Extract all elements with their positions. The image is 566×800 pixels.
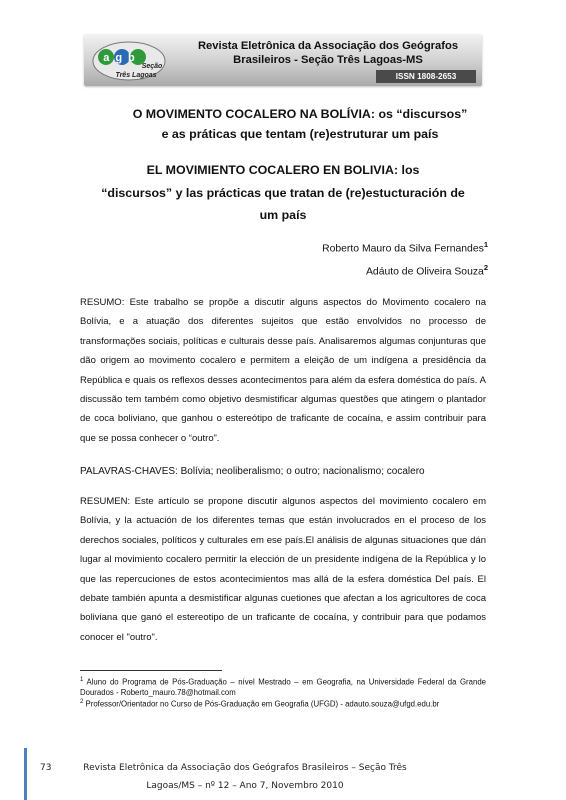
footnote-text: Professor/Orientador no Curso de Pós-Graduação em Geografia (UFGD) - adauto.souza@ufgd.edu.br [85, 699, 440, 709]
journal-header-banner [84, 34, 482, 86]
footnote-2 [80, 697, 486, 710]
issn-badge: ISSN 1808-2653 [376, 70, 476, 83]
title-portuguese [100, 104, 500, 144]
author-line [322, 258, 488, 281]
author-line [322, 235, 488, 258]
footer-line1: Revista Eletrônica da Associação dos Geógrafos Brasileiros – Seção Três [83, 763, 407, 773]
footnote-mark: 1 [80, 677, 84, 683]
abstract-spanish: RESUMEN: Este artículo se propone discutir algunos aspectos del movimiento cocalero em Bolívia, y la actuación de los diferentes temas que están involucrados en el proceso de los derechos sociales, políticos y culturales em ese país.El análisis de algunas situaciones que dán lugar al movimiento cocalero permitir la elección de un presidente indígena de la República y lo que las repercuciones de estos acontecimientos mas allá de la esfera doméstica Del país. El debate también apunta a desmistificar algunas cuetiones que afectan a los agricultores de coca boliviana que ganó el estereotipo de un traficante de cocaína, y contribuir para que podamos conocer el "outro". [80, 496, 486, 643]
author-name: Adáuto de Oliveira Souza [365, 266, 484, 278]
abstract-portuguese: RESUMO: Este trabalho se propõe a discutir alguns aspectos do Movimento cocalero na Bolívia, e a atuação dos diferentes sujeitos que estão envolvidos no processo de transformações sociais, políticas e culturais desse país. Analisaremos algumas conjunturas que dão origem ao movimento cocalero e permitem a eleição de um indígena a presidência da República e quais os reflexos desses acontecimentos para além da esfera doméstica do país. A discussão tem também como objetivo desmistificar algumas questões que atingem o plantador de coca boliviano, que ganhou o estereótipo de traficante de cocaína, e assim contribuir para que se possa conhecer o “outro”. [80, 297, 486, 444]
title-spanish [72, 159, 494, 227]
keywords: PALAVRAS-CHAVES: Bolívia; neoliberalismo; o outro; nacionalismo; cocalero [80, 466, 425, 477]
logo-subtitle-2: Três Lagoas [115, 72, 157, 79]
footer-line2: Lagoas/MS – nº 12 – Ano 7, Novembro 2010 [146, 781, 344, 791]
author-footnote-mark: 2 [483, 263, 488, 273]
journal-title-line1: Revista Eletrônica da Associação dos Geógrafos [197, 40, 459, 52]
logo-text: agb [103, 52, 141, 64]
author-list [322, 235, 488, 282]
title-es-line3: um país [259, 208, 307, 222]
page-number: 73 [40, 763, 52, 773]
title-pt-line1: O MOVIMENTO COCALERO NA BOLÍVIA: os “discursos” [132, 107, 468, 121]
logo-subtitle-1: Seção [141, 63, 163, 70]
title-es-line2: “discursos” y las prácticas que tratan de (re)estucturación de [101, 185, 465, 200]
footnote-text: Aluno do Programa de Pós-Graduação – nível Mestrado – em Geografia, na Universidade Federal da Grande Dourados - Roberto_mauro.78@hotmail.com [80, 677, 486, 698]
footnote-mark: 2 [80, 699, 84, 705]
journal-title-line2: Brasileiros - Seção Três Lagoas-MS [233, 54, 423, 66]
footer-citation [80, 759, 410, 795]
journal-title [180, 39, 476, 67]
author-footnote-mark: 1 [483, 240, 488, 249]
footnote-divider [80, 670, 222, 671]
agb-logo [92, 40, 170, 82]
title-es-line1: EL MOVIMIENTO COCALERO EN BOLIVIA: los [146, 163, 420, 177]
title-pt-line2: e as práticas que tentam (re)estruturar um país [161, 127, 439, 141]
footer-accent-bar [24, 748, 27, 800]
footnote-1 [80, 675, 486, 699]
author-name: Roberto Mauro da Silva Fernandes [322, 243, 484, 255]
